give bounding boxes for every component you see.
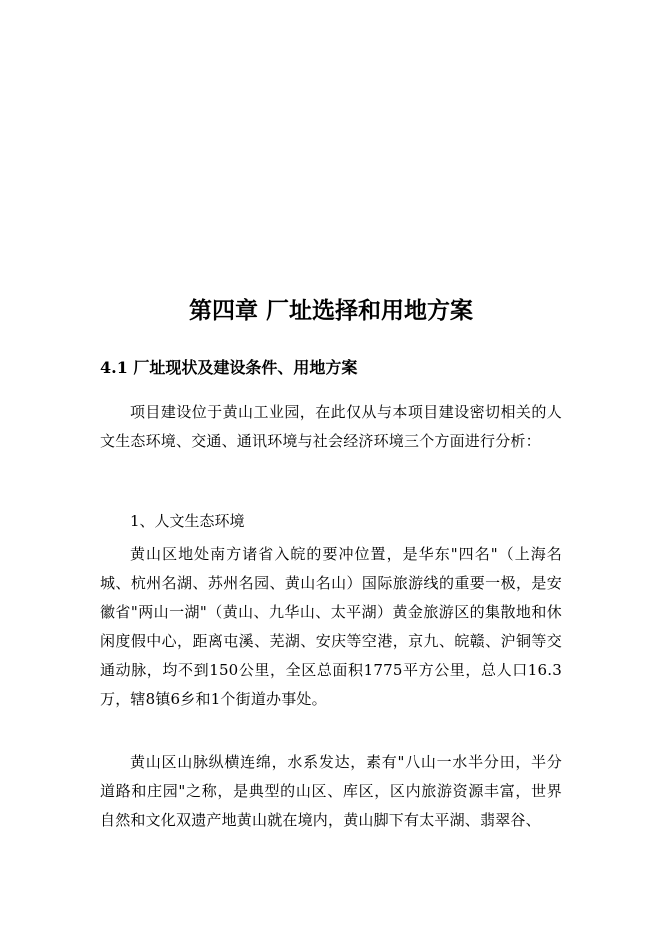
body-paragraph: 黄山区地处南方诸省入皖的要冲位置，是华东"四名"（上海名城、杭州名湖、苏州名园、黄山名山）国际旅游线的重要一极，是安徽省"两山一湖"（黄山、九华山、太平湖）黄金旅游区的集散地和休闲度假中心，距离屯溪、芜湖、安庆等空港，京九、皖赣、沪铜等交通动脉，均不到150公里，全区总面积1775平方公里，总人口16.3万，辖8镇6乡和1个街道办事处。 bbox=[100, 545, 562, 708]
intro-paragraph: 项目建设位于黄山工业园，在此仅从与本项目建设密切相关的人文生态环境、交通、通讯环境与社会经济环境三个方面进行分析： bbox=[100, 403, 562, 450]
subheading-humanistic-environment: 1、人文生态环境 bbox=[130, 512, 245, 530]
section-title: 4.1 厂址现状及建设条件、用地方案 bbox=[100, 358, 358, 377]
body-paragraph: 黄山区山脉纵横连绵，水系发达，素有"八山一水半分田，半分道路和庄园"之称，是典型的山区、库区，区内旅游资源丰富，世界自然和文化双遗产地黄山就在境内，黄山脚下有太平湖、翡翠谷、 bbox=[100, 753, 562, 829]
chapter-title: 第四章 厂址选择和用地方案 bbox=[188, 297, 473, 324]
